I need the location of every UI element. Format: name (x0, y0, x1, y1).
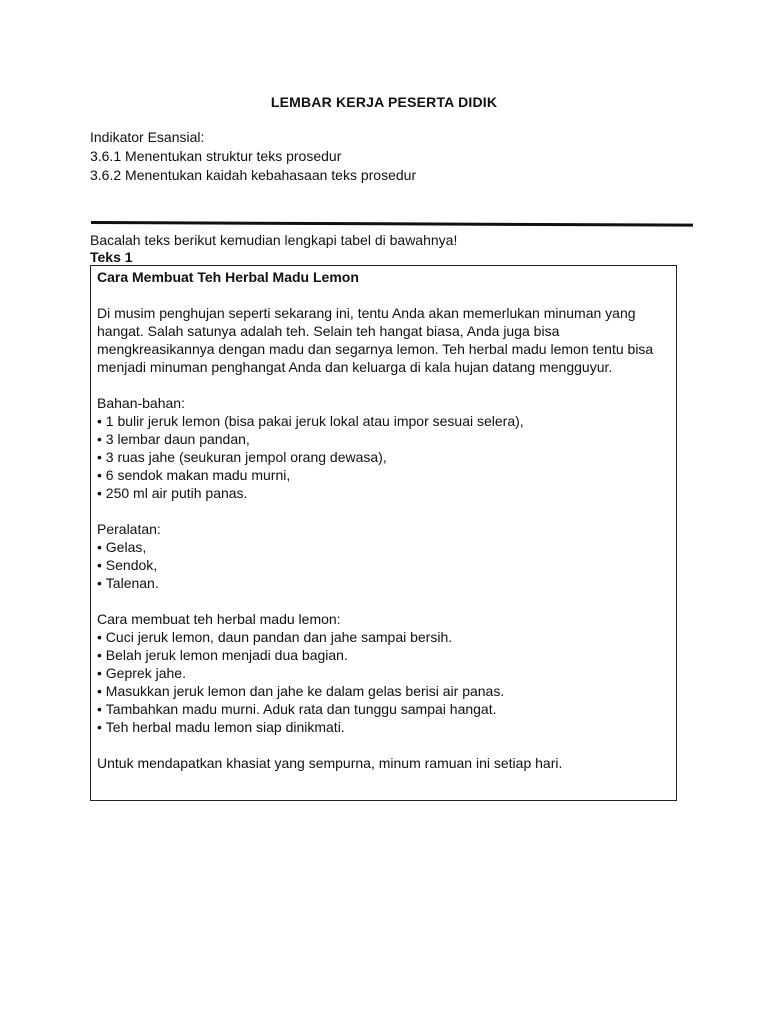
list-item: • Geprek jahe. (97, 664, 670, 682)
tools-list (97, 538, 670, 592)
list-item: • 250 ml air putih panas. (97, 484, 670, 502)
list-item: • Cuci jeruk lemon, daun pandan dan jahe sampai bersih. (97, 628, 670, 646)
list-item: • Tambahkan madu murni. Aduk rata dan tunggu sampai hangat. (97, 700, 670, 718)
list-item: • Sendok, (97, 556, 670, 574)
procedure-text-box (90, 265, 677, 801)
page-title: LEMBAR KERJA PESERTA DIDIK (270, 94, 498, 110)
list-item: • Belah jeruk lemon menjadi dua bagian. (97, 646, 670, 664)
list-item: • Masukkan jeruk lemon dan jahe ke dalam gelas berisi air panas. (97, 682, 670, 700)
list-item: • 3 ruas jahe (seukuran jempol orang dewasa), (97, 448, 670, 466)
text-label: Teks 1 (90, 249, 133, 265)
section-divider (91, 221, 693, 227)
steps-heading: Cara membuat teh herbal madu lemon: (97, 611, 341, 627)
list-item: • Teh herbal madu lemon siap dinikmati. (97, 718, 670, 736)
steps-list (97, 628, 670, 736)
indicator-heading: Indikator Esansial: (90, 129, 205, 145)
intro-paragraph: Di musim penghujan seperti sekarang ini, tentu Anda akan memerlukan minuman yang hangat. Salah satunya adalah teh. Selain teh hangat biasa, Anda juga bisa mengkreasikannya dengan madu dan segarnya lemon. Teh herbal madu lemon tentu bisa menjadi minuman penghangat Anda dan keluarga di kala hujan datang mengguyur. (97, 305, 654, 375)
list-item: • Talenan. (97, 574, 670, 592)
list-item: • 6 sendok makan madu murni, (97, 466, 670, 484)
indicator-item: 3.6.2 Menentukan kaidah kebahasaan teks prosedur (90, 167, 417, 183)
procedure-title: Cara Membuat Teh Herbal Madu Lemon (97, 269, 359, 285)
list-item: • 1 bulir jeruk lemon (bisa pakai jeruk lokal atau impor sesuai selera), (97, 412, 670, 430)
list-item: • Gelas, (97, 538, 670, 556)
ingredients-heading: Bahan-bahan: (97, 395, 185, 411)
tools-heading: Peralatan: (97, 521, 161, 537)
instruction-text: Bacalah teks berikut kemudian lengkapi tabel di bawahnya! (90, 232, 458, 248)
closing-paragraph: Untuk mendapatkan khasiat yang sempurna, minum ramuan ini setiap hari. (97, 755, 563, 771)
indicator-item: 3.6.1 Menentukan struktur teks prosedur (90, 148, 342, 164)
ingredients-list (97, 412, 670, 502)
indicator-section (90, 128, 416, 185)
list-item: • 3 lembar daun pandan, (97, 430, 670, 448)
